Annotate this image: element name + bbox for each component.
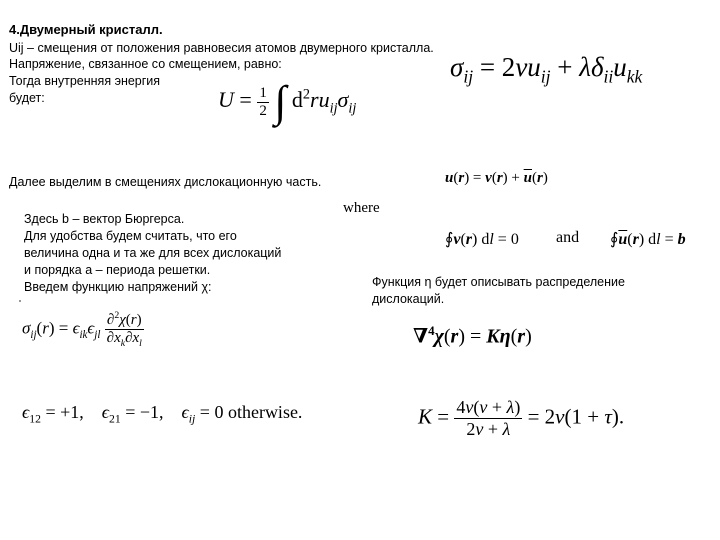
displacement-decomposition: $u(r) = v(r) + \overline{u}(r)$ bbox=[445, 170, 548, 186]
energy-formula: U = $\frac{1}{2}$ ∫ $d^2ru_{ij}\sigma_{ij}$ bbox=[218, 77, 357, 126]
contour-integral-v: ∮v(r) dl = 0 bbox=[445, 231, 519, 248]
burgers-line-5: Введем функцию напряжений χ: bbox=[24, 280, 212, 294]
stress-function-formula: $\sigma_{ij}(r) = \epsilon_{ik}\epsilon_{jl}$ $\frac{\partial^2\chi(r)}{\partial x_k\partial x_l}$ bbox=[22, 310, 142, 349]
dislocation-intro: Далее выделим в смещениях дислокационную часть. bbox=[9, 175, 322, 189]
burgers-line-2: Для удобства будем считать, что его bbox=[24, 229, 237, 243]
burgers-line-4: и порядка a – периода решетки. bbox=[24, 263, 211, 277]
eta-line-1: Функция η будет описывать распределение bbox=[372, 275, 625, 289]
otherwise-label: otherwise. bbox=[227, 402, 303, 422]
text-line-energy: Тогда внутренняя энергия bbox=[9, 74, 161, 88]
where-label: where bbox=[343, 200, 380, 216]
contour-integral-u: $∮\overline{u}(r)$ dl = b bbox=[610, 231, 686, 248]
biharmonic-equation: ∇$^4$χ(r) = Kη(r) bbox=[413, 323, 532, 348]
eta-line-2: дислокаций. bbox=[372, 292, 445, 306]
and-label: and bbox=[556, 229, 580, 246]
decorative-dot bbox=[19, 300, 21, 302]
stress-formula: $\sigma_{ij} = 2\nu u_{ij} + \lambda\delta_{ii}u_{kk}$ bbox=[450, 52, 643, 87]
levi-civita-values: $\epsilon_{12} = +1$, $\epsilon_{21} = -1$, $\epsilon_{ij} = 0$ otherwise. bbox=[22, 402, 303, 426]
text-line-uij: Uij – смещения от положения равновесия атомов двумерного кристалла. bbox=[9, 41, 434, 55]
slide-title: 4.Двумерный кристалл. bbox=[9, 22, 163, 37]
text-line-budet: будет: bbox=[9, 91, 45, 105]
burgers-line-3: величина одна и та же для всех дислокаций bbox=[24, 246, 282, 260]
burgers-line-1: Здесь b – вектор Бюргерса. bbox=[24, 212, 185, 226]
text-line-stress: Напряжение, связанное со смещением, равно: bbox=[9, 57, 282, 71]
k-formula: K = $\frac{4\nu(\nu + \lambda)}{2\nu + \lambda}$ = 2ν(1 + τ). bbox=[418, 397, 625, 439]
